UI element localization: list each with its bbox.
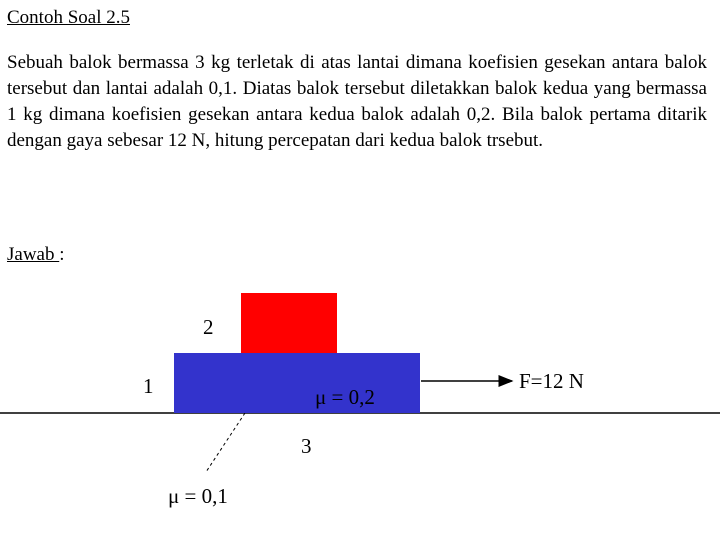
answer-label-colon: : (59, 244, 65, 265)
mu-between-blocks-label: μ = 0,2 (315, 385, 375, 409)
block-bottom (174, 353, 420, 413)
block-bottom-label: 1 (143, 374, 154, 398)
mu-floor-label: μ = 0,1 (168, 484, 228, 508)
leader-line-mu-floor (206, 413, 245, 472)
block-top (241, 293, 337, 355)
problem-text: Sebuah balok bermassa 3 kg terletak di atas lantai dimana koefisien gesekan antara balok tersebut dan lantai adalah 0,1. Diatas balok tersebut diletakkan balok kedua yang bermassa 1 kg dimana koefisien gesekan antara kedua balok adalah 0,2. Bila balok pertama ditarik dengan gaya sebesar 12 N, hitung percepatan dari kedua balok trsebut. (7, 52, 707, 151)
slide-title: Contoh Soal 2.5 (7, 7, 130, 28)
block-top-label: 2 (203, 315, 214, 339)
answer-label-text: Jawab (7, 244, 60, 265)
mass-label: 3 (301, 434, 312, 458)
force-label: F=12 N (519, 369, 584, 393)
